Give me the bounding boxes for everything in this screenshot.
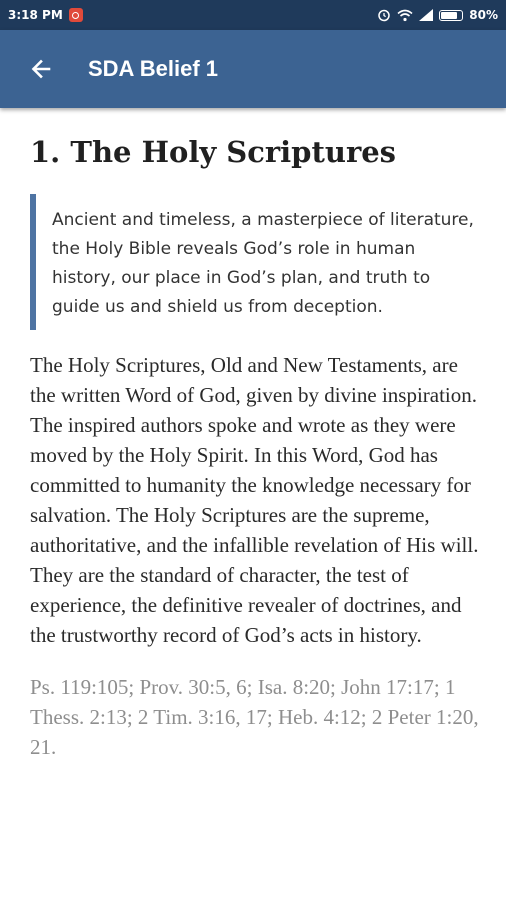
back-button[interactable] xyxy=(20,48,62,90)
summary-quote: Ancient and timeless, a masterpiece of literature, the Holy Bible reveals God’s role in human history, our place in God’s plan, and truth to guide us and shield us from deception. xyxy=(30,194,480,330)
status-time: 3:18 PM xyxy=(8,8,63,22)
signal-icon xyxy=(419,9,433,21)
notification-icon xyxy=(69,8,83,22)
article-body: The Holy Scriptures, Old and New Testaments, are the written Word of God, given by divine inspiration. The inspired authors spoke and wrote as they were moved by the Holy Spirit. In this Word, God has committed to humanity the knowledge necessary for salvation. The Holy Scriptures are the supreme, authoritative, and the infallible revelation of His will. They are the standard of character, the test of experience, the definitive revealer of doctrines, and the trustworthy record of God’s acts in history. xyxy=(30,353,479,647)
battery-icon xyxy=(439,10,463,21)
status-left xyxy=(8,8,83,22)
scripture-references: Ps. 119:105; Prov. 30:5, 6; Isa. 8:20; John 17:17; 1 Thess. 2:13; 2 Tim. 3:16, 17; Heb. 4:12; 2 Peter 1:20, 21. xyxy=(30,675,479,759)
arrow-back-icon xyxy=(29,57,53,81)
page-title: SDA Belief 1 xyxy=(88,56,219,81)
wifi-icon xyxy=(397,9,413,22)
status-bar xyxy=(0,0,506,30)
status-right xyxy=(377,8,498,22)
article xyxy=(30,134,480,762)
app-bar xyxy=(0,30,506,108)
battery-percent: 80% xyxy=(469,8,498,22)
alarm-icon xyxy=(377,8,391,22)
article-heading: 1. The Holy Scriptures xyxy=(30,135,396,169)
